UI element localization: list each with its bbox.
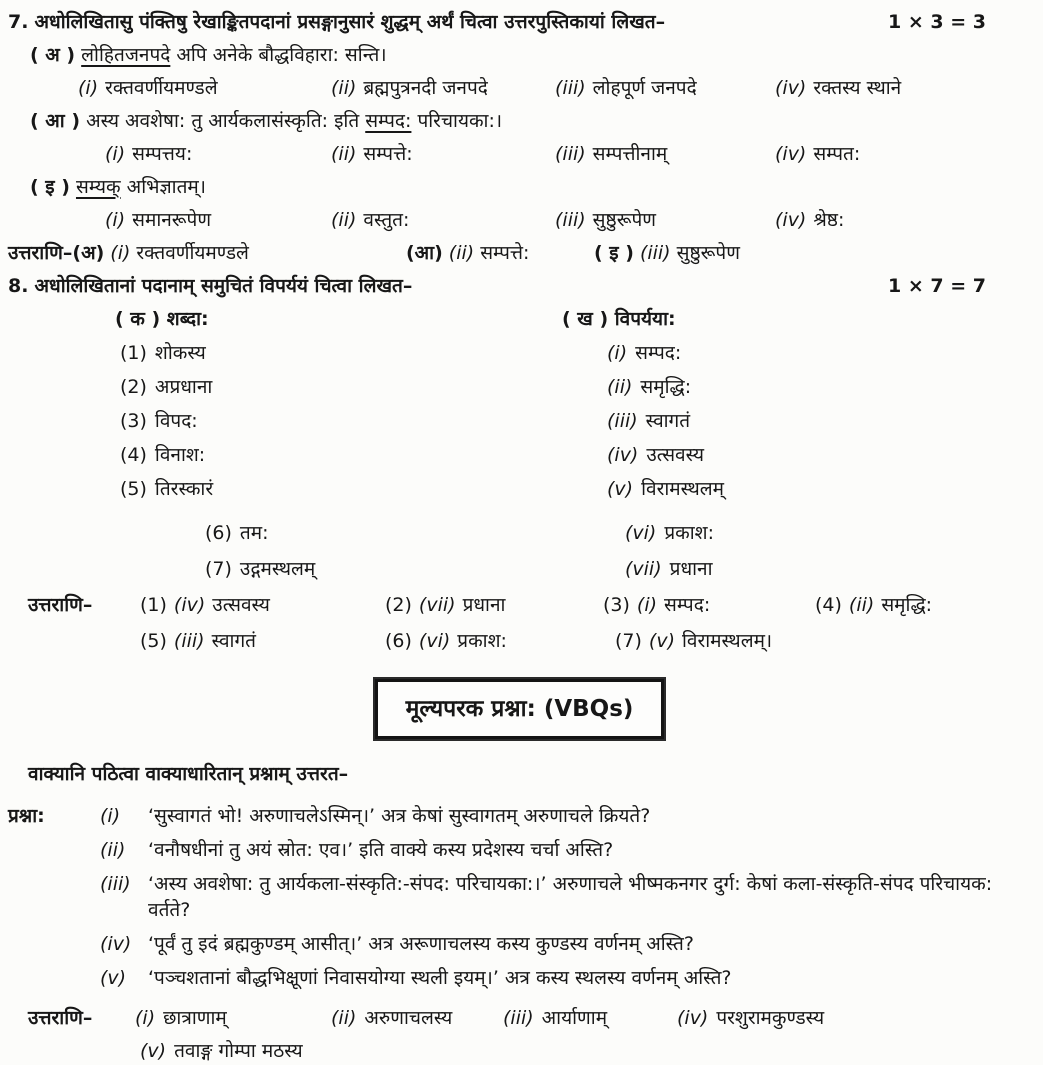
q8-left-text: विनाश: <box>154 444 206 466</box>
option-item <box>775 141 1031 168</box>
option-numeral: (ii) <box>331 143 357 165</box>
question-text: ‘अस्य अवशेषा: तु आर्यकला-संस्कृति:-संपद: परिचायका:।’ अरुणाचले भीष्मकनगर दुर्ग: केषां कला-संस्कृति-संपद परिचायक: वर्तते? <box>148 873 993 921</box>
option-numeral: (i) <box>105 209 126 231</box>
q8-row <box>8 520 1031 547</box>
q8-columns-header <box>8 306 1031 333</box>
q8-right-num: (ii) <box>607 376 633 398</box>
q7-text: अधोलिखितासु पंक्तिषु रेखाङ्कितपदानां प्रसङ्गानुसारं शुद्धम् अर्थं चित्वा उत्तरपुस्तिकायां लिखत– <box>34 11 666 33</box>
q8-right-header: ( ख ) विपर्यया: <box>562 308 676 330</box>
answer-text: प्रधाना <box>462 594 506 616</box>
q7-answer-item <box>8 240 406 267</box>
q8-left-text: तिरस्कारं <box>154 478 214 500</box>
question-8 <box>8 273 1031 655</box>
option-text: श्रेष्ठ: <box>813 209 845 231</box>
q8-left-text: शोकस्य <box>154 342 206 364</box>
answer-number: (4) <box>815 594 842 616</box>
q8-row <box>8 340 1031 367</box>
question-text: ‘पञ्चशतानां बौद्धभिक्षूणां निवासयोग्या स्थली इयम्।’ अत्र कस्य स्थलस्य वर्णनम् अस्ति? <box>148 967 732 989</box>
answer-text: सम्पत्ते: <box>480 242 530 264</box>
option-item <box>331 75 555 102</box>
option-numeral: (iii) <box>555 209 586 231</box>
questions-label: प्रश्ना: <box>8 805 45 827</box>
option-numeral: (iv) <box>775 77 807 99</box>
vbq-answers-line2 <box>8 1038 1031 1065</box>
option-item <box>78 207 331 234</box>
q8-right-text: प्रकाश: <box>664 522 715 544</box>
vbq-answer-item <box>677 1005 824 1032</box>
q8-row <box>8 556 1031 583</box>
q8-row <box>8 442 1031 469</box>
option-numeral: (iii) <box>555 143 586 165</box>
answer-text: सम्पद: <box>664 594 711 616</box>
vbq-question <box>8 965 1031 991</box>
answer-text: तवाङ्ग गोम्पा मठस्य <box>174 1040 303 1062</box>
option-text: वस्तुत: <box>363 209 410 231</box>
q8-answer-item <box>815 592 932 619</box>
vbq-answer-item <box>140 1040 303 1062</box>
answer-numeral: (ii) <box>331 1007 357 1029</box>
q7-marks: 1 × 3 = 3 <box>888 11 986 33</box>
answer-number: (2) <box>385 594 412 616</box>
option-item <box>78 141 331 168</box>
answer-text: रक्तवर्णीयमण्डले <box>136 242 249 264</box>
vbq-title: मूल्यपरक प्रश्ना: (VBQs) <box>405 696 634 722</box>
q8-left-num: (6) <box>205 522 232 544</box>
question-text: ‘सुस्वागतं भो! अरुणाचलेऽस्मिन्।’ अत्र केषां सुस्वागतम् अरुणाचले क्रियते? <box>148 805 651 827</box>
option-text: ब्रह्मपुत्रनदी जनपदे <box>363 77 488 99</box>
option-text: सुष्ठुरूपेण <box>592 209 656 231</box>
q8-text: अधोलिखितानां पदानाम् समुचितं विपर्ययं चित्वा लिखत– <box>34 275 413 297</box>
answers-label: उत्तराणि– <box>8 242 73 264</box>
option-text: सम्पत्तीनाम् <box>592 143 668 165</box>
q7-part-i-options <box>8 207 1031 234</box>
answer-part-label: (आ) <box>406 242 443 264</box>
q8-left-text: अप्रधाना <box>154 376 213 398</box>
vbq-question <box>8 803 1031 829</box>
q8-marks: 1 × 7 = 7 <box>888 275 986 297</box>
question-numeral: (ii) <box>100 839 126 861</box>
answer-numeral: (vi) <box>418 630 451 652</box>
answers-label: उत्तराणि– <box>28 1007 93 1029</box>
q7-number: 7. <box>8 11 29 33</box>
question-numeral: (iii) <box>100 873 131 895</box>
part-label: ( आ ) <box>30 110 81 132</box>
answers-label: उत्तराणि– <box>28 594 93 616</box>
option-text: सम्पत्तय: <box>132 143 193 165</box>
vbq-intro: वाक्यानि पठित्वा वाक्याधारितान् प्रश्नाम् उत्तरत– <box>28 763 349 785</box>
q8-right-text: स्वागतं <box>645 410 691 432</box>
option-item <box>555 207 775 234</box>
vbq-answer-item <box>331 1005 503 1032</box>
part-text-post: परिचायका:। <box>417 110 503 132</box>
answer-numeral: (iv) <box>677 1007 709 1029</box>
q7-part-aa-options <box>8 141 1031 168</box>
q8-answer-item <box>603 592 815 619</box>
q8-answer-item <box>385 628 615 655</box>
q8-row <box>8 476 1031 503</box>
q8-answer-item <box>385 592 603 619</box>
vbq-question <box>8 871 1031 923</box>
option-item <box>331 207 555 234</box>
answer-numeral: (i) <box>135 1007 156 1029</box>
q7-part-aa <box>8 108 1031 135</box>
question-text: ‘पूर्वं तु इदं ब्रह्मकुण्डम् आसीत्।’ अत्र अरूणाचलस्य कस्य कुण्डस्य वर्णनम् अस्ति? <box>148 933 694 955</box>
table-gap <box>8 510 1031 520</box>
q8-header <box>8 273 1031 300</box>
answer-numeral: (iii) <box>639 242 671 264</box>
option-numeral: (ii) <box>331 209 357 231</box>
option-item <box>555 75 775 102</box>
q8-left-num: (1) <box>120 342 147 364</box>
answer-text: प्रकाश: <box>457 630 507 652</box>
q7-answers-row <box>8 240 1031 267</box>
question-7 <box>8 9 1031 267</box>
q8-right-num: (iv) <box>607 444 639 466</box>
vbq-question <box>8 837 1031 863</box>
q8-right-num: (iii) <box>607 410 638 432</box>
question-numeral: (iv) <box>100 933 132 955</box>
answer-text: उत्सवस्य <box>212 594 270 616</box>
q8-answer-item <box>615 628 772 655</box>
answer-number: (7) <box>615 630 642 652</box>
q8-left-num: (7) <box>205 558 232 580</box>
option-text: रक्तवर्णीयमण्डले <box>105 77 218 99</box>
answer-numeral: (iv) <box>173 594 206 616</box>
part-label: ( अ ) <box>30 44 76 66</box>
q8-right-text: उत्सवस्य <box>646 444 705 466</box>
part-label: ( इ ) <box>30 176 70 198</box>
option-text: रक्तस्य स्थाने <box>813 77 902 99</box>
vbq-answer-item <box>503 1005 677 1032</box>
option-item <box>775 207 1031 234</box>
q8-left-text: उद्गमस्थलम् <box>239 558 316 580</box>
underlined-word: सम्पद: <box>365 110 412 132</box>
option-numeral: (ii) <box>331 77 357 99</box>
q8-left-num: (3) <box>120 410 147 432</box>
q8-left-num: (4) <box>120 444 147 466</box>
q7-part-a-options <box>8 75 1031 102</box>
q8-right-text: विरामस्थलम् <box>641 478 725 500</box>
option-text: लोहपूर्ण जनपदे <box>592 77 697 99</box>
q7-answer-item <box>406 240 594 267</box>
q8-right-text: समृद्धि: <box>640 376 692 398</box>
vbq-section <box>8 679 1031 1065</box>
q7-part-a <box>8 42 1031 69</box>
answer-numeral: (iii) <box>503 1007 534 1029</box>
q8-right-text: प्रधाना <box>669 558 713 580</box>
q8-right-num: (vi) <box>625 522 657 544</box>
q8-right-text: सम्पद: <box>635 342 682 364</box>
answer-numeral: (i) <box>110 242 131 264</box>
q8-left-text: विपद: <box>154 410 198 432</box>
option-item <box>331 141 555 168</box>
option-numeral: (iii) <box>555 77 586 99</box>
answer-part-label: (अ) <box>72 242 105 264</box>
q8-row <box>8 374 1031 401</box>
answer-numeral: (vii) <box>418 594 456 616</box>
q8-right-num: (i) <box>607 342 628 364</box>
option-numeral: (iv) <box>775 209 807 231</box>
q8-left-text: तम: <box>239 522 269 544</box>
answer-text: छात्राणाम् <box>163 1007 227 1029</box>
vbq-question <box>8 931 1031 957</box>
q8-left-num: (2) <box>120 376 147 398</box>
vbq-answers-line1 <box>8 1005 1031 1032</box>
answer-text: सुष्ठुरूपेण <box>676 242 740 264</box>
answer-number: (1) <box>140 594 167 616</box>
option-numeral: (i) <box>78 77 99 99</box>
q8-answer-item <box>140 592 385 619</box>
option-text: सम्पत्ते: <box>363 143 413 165</box>
q8-right-num: (v) <box>607 478 634 500</box>
q8-left-num: (5) <box>120 478 147 500</box>
underlined-word: लोहितजनपदे <box>81 44 171 66</box>
answer-text: स्वागतं <box>211 630 256 652</box>
answer-text: आर्याणाम् <box>541 1007 608 1029</box>
q7-part-i <box>8 174 1031 201</box>
answer-number: (5) <box>140 630 167 652</box>
question-numeral: (v) <box>100 967 127 989</box>
q8-row <box>8 408 1031 435</box>
q8-answers-line1 <box>8 592 1031 619</box>
q8-left-header: ( क ) शब्दा: <box>115 308 209 330</box>
answer-numeral: (iii) <box>173 630 205 652</box>
part-text-post: अपि अनेके बौद्धविहारा: सन्ति। <box>176 44 387 66</box>
option-item <box>78 75 331 102</box>
answer-number: (3) <box>603 594 630 616</box>
answer-text: विरामस्थलम्। <box>682 630 773 652</box>
option-item <box>775 75 1031 102</box>
answer-text: समृद्धि: <box>881 594 933 616</box>
answer-text: परशुरामकुण्डस्य <box>716 1007 825 1029</box>
option-numeral: (i) <box>105 143 126 165</box>
answer-numeral: (v) <box>648 630 675 652</box>
q8-number: 8. <box>8 275 29 297</box>
option-numeral: (iv) <box>775 143 807 165</box>
answer-numeral: (ii) <box>848 594 875 616</box>
option-text: समानरूपेण <box>132 209 212 231</box>
answer-numeral: (i) <box>636 594 658 616</box>
q7-answer-item <box>594 240 740 267</box>
answer-part-label: ( इ ) <box>594 242 634 264</box>
option-text: सम्पत: <box>813 143 861 165</box>
answer-number: (6) <box>385 630 412 652</box>
q8-answer-item <box>140 628 385 655</box>
q8-right-num: (vii) <box>625 558 662 580</box>
underlined-word: सम्यक् <box>75 176 121 198</box>
question-numeral: (i) <box>100 805 121 827</box>
option-item <box>555 141 775 168</box>
answer-numeral: (ii) <box>448 242 475 264</box>
part-text-post: अभिज्ञातम्। <box>126 176 206 198</box>
answer-text: अरुणाचलस्य <box>364 1007 453 1029</box>
q7-header <box>8 9 1031 36</box>
answer-numeral: (v) <box>140 1040 167 1062</box>
question-text: ‘वनौषधीनां तु अयं स्रोत: एव।’ इति वाक्ये कस्य प्रदेशस्य चर्चा अस्ति? <box>148 839 614 861</box>
part-text-pre: अस्य अवशेषा: तु आर्यकलासंस्कृति: इति <box>86 110 360 132</box>
q8-answers-line2 <box>8 628 1031 655</box>
vbq-answer-item <box>135 1005 331 1032</box>
vbq-title-box <box>375 679 665 739</box>
